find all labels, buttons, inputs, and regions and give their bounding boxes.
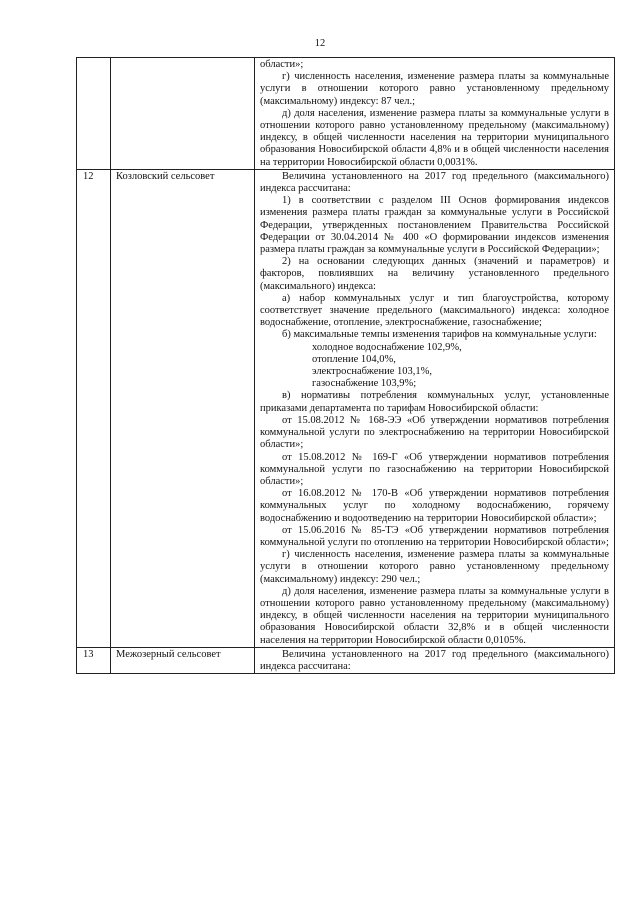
settlement-name	[111, 58, 255, 170]
description-paragraph: г) численность населения, изменение размера платы за коммунальные услуги в отношении которого равно установленному предельному (максимальному) индексу: 290 чел.;	[260, 549, 609, 585]
row-number: 13	[77, 647, 111, 673]
description-paragraph: Величина установленного на 2017 год предельного (максимального) индекса рассчитана:	[260, 648, 609, 672]
index-description	[255, 647, 615, 673]
page-number: 12	[314, 38, 326, 49]
row-number	[77, 58, 111, 170]
description-paragraph: д) доля населения, изменение размера платы за коммунальные услуги в отношении которого равно установленному предельному (максимальному) индексу, в общей численности населения на территории муниципального образования Новосибирской области 32,8% и в общей численности населения на территории Новосибирской области 0,0105%.	[260, 585, 609, 646]
description-paragraph: газоснабжение 103,9%;	[312, 378, 417, 390]
description-paragraph: Величина установленного на 2017 год предельного (максимального) индекса рассчитана:	[260, 170, 609, 195]
row-number: 12	[77, 169, 111, 647]
description-paragraph: в) нормативы потребления коммунальных услуг, установленные приказами департамента по тарифам Новосибирской области:	[260, 390, 609, 414]
description-paragraph: холодное водоснабжение 102,9%,	[312, 341, 462, 353]
description-paragraph: электроснабжение 103,1%,	[312, 366, 432, 378]
description-paragraph: а) набор коммунальных услуг и тип благоустройства, которому соответствует значение предельного (максимального) индекса: холодное водоснабжение, отопление, электроснабжение, газоснабжение;	[260, 292, 609, 329]
description-paragraph: от 16.08.2012 № 170-В «Об утверждении нормативов потребления коммунальных услуг по холодному водоснабжению, горячему водоснабжению и водоотведению на территории Новосибирской области»;	[260, 488, 609, 524]
index-table	[76, 57, 615, 674]
description-paragraph: области»;	[260, 59, 304, 70]
settlement-name: Межозерный сельсовет	[111, 647, 255, 673]
table-row	[77, 169, 615, 647]
table-row	[77, 647, 615, 673]
description-paragraph: от 15.08.2012 № 168-ЭЭ «Об утверждении нормативов потребления коммунальной услуги по электроснабжению на территории Новосибирской области»;	[260, 414, 609, 451]
table-row	[77, 58, 615, 170]
description-paragraph: отопление 104,0%,	[312, 353, 396, 365]
description-paragraph: 2) на основании следующих данных (значений и параметров) и факторов, повлиявших на величину установленного предельного (максимального) индекса:	[260, 256, 609, 292]
index-description	[255, 169, 615, 647]
index-description	[255, 58, 615, 170]
description-paragraph: от 15.06.2016 № 85-ТЭ «Об утверждении нормативов потребления коммунальной услуги по отоплению на территории Новосибирской области»;	[260, 524, 609, 548]
description-paragraph: д) доля населения, изменение размера платы за коммунальные услуги в отношении которого равно установленному предельному (максимальному) индексу, в общей численности населения на территории муниципального образования Новосибирской области 4,8% и в общей численности населения на территории Новосибирской области 0,0031%.	[260, 107, 609, 168]
settlement-name: Козловский сельсовет	[111, 169, 255, 647]
description-paragraph: 1) в соответствии с разделом III Основ формирования индексов изменения размера платы граждан за коммунальные услуги в Российской Федерации, утвержденных постановлением Правительства Российской Федерации от 30.04.2014 № 400 «О формировании индексов изменения размера платы граждан за коммунальные услуги в Российской Федерации»;	[260, 195, 609, 256]
description-paragraph: от 15.08.2012 № 169-Г «Об утверждении нормативов потребления коммунальной услуги по газоснабжению на территории Новосибирской области»;	[260, 451, 609, 487]
description-paragraph: б) максимальные темпы изменения тарифов на коммунальные услуги:	[282, 329, 597, 341]
index-table-body	[77, 58, 615, 674]
description-paragraph: г) численность населения, изменение размера платы за коммунальные услуги в отношении которого равно установленному предельному (максимальному) индексу: 87 чел.;	[260, 71, 609, 107]
